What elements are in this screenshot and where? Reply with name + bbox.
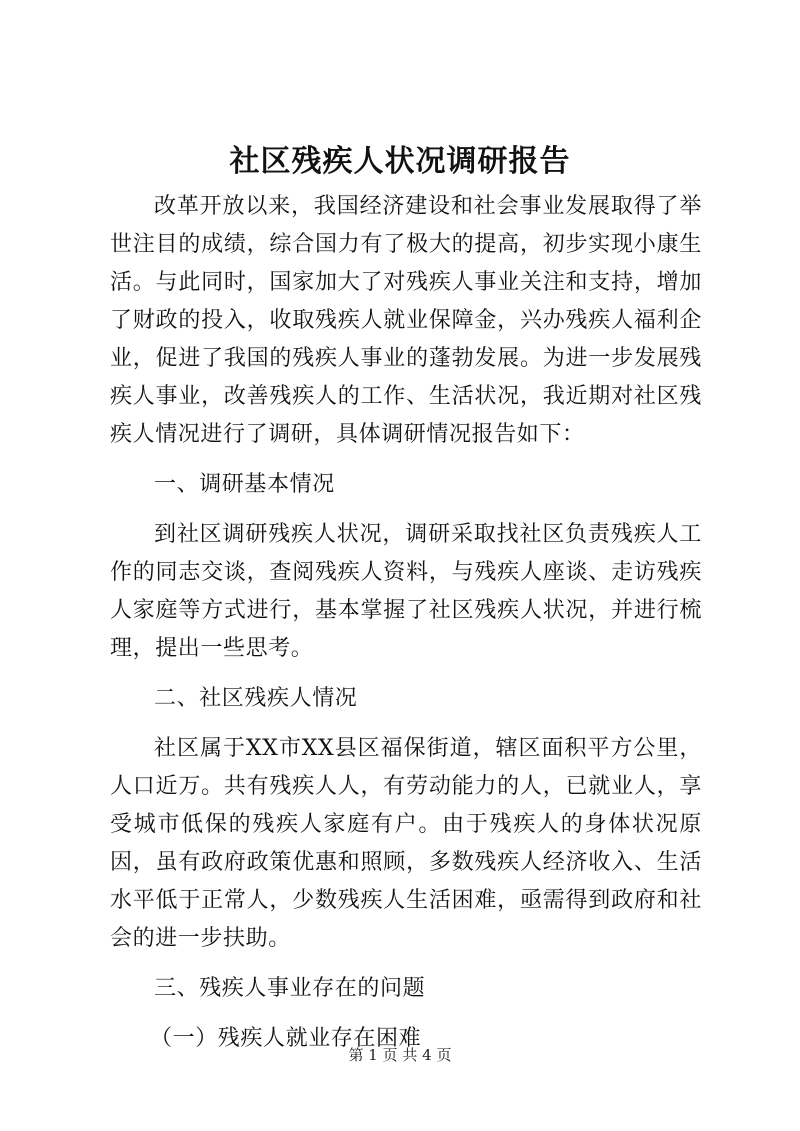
intro-paragraph: 改革开放以来，我国经济建设和社会事业发展取得了举世注目的成绩，综合国力有了极大的提高，初步实现小康生活。与此同时，国家加大了对残疾人事业关注和支持，增加了财政的投入，收取残疾人就业保障金，兴办残疾人福利企业，促进了我国的残疾人事业的蓬勃发展。为进一步发展残疾人事业，改善残疾人的工作、生活状况，我近期对社区残疾人情况进行了调研，具体调研情况报告如下： [110, 194, 702, 447]
section-1-paragraph: 到社区调研残疾人状况，调研采取找社区负责残疾人工作的同志交谈，查阅残疾人资料，与残疾人座谈、走访残疾人家庭等方式进行，基本掌握了社区残疾人状况，并进行梳理，提出一些思考。 [110, 522, 702, 661]
section-3-heading: 三、残疾人事业存在的问题 [154, 976, 426, 1001]
page-number-footer: 第 1 页 共 4 页 [348, 1046, 452, 1064]
section-2-heading: 二、社区残疾人情况 [154, 686, 358, 711]
section-2-paragraph: 社区属于XX市XX县区福保街道，辖区面积平方公里，人口近万。共有残疾人人，有劳动能力的人，已就业人，享受城市低保的残疾人家庭有户。由于残疾人的身体状况原因，虽有政府政策优惠和照顾，多数残疾人经济收入、生活水平低于正常人，少数残疾人生活困难，亟需得到政府和社会的进一步扶助。 [110, 736, 702, 951]
document-title: 社区残疾人状况调研报告 [229, 144, 571, 179]
document-body [110, 188, 702, 1058]
section-1-heading: 一、调研基本情况 [154, 472, 335, 497]
section-3-subheading-1: （一）残疾人就业存在困难 [150, 1026, 422, 1051]
